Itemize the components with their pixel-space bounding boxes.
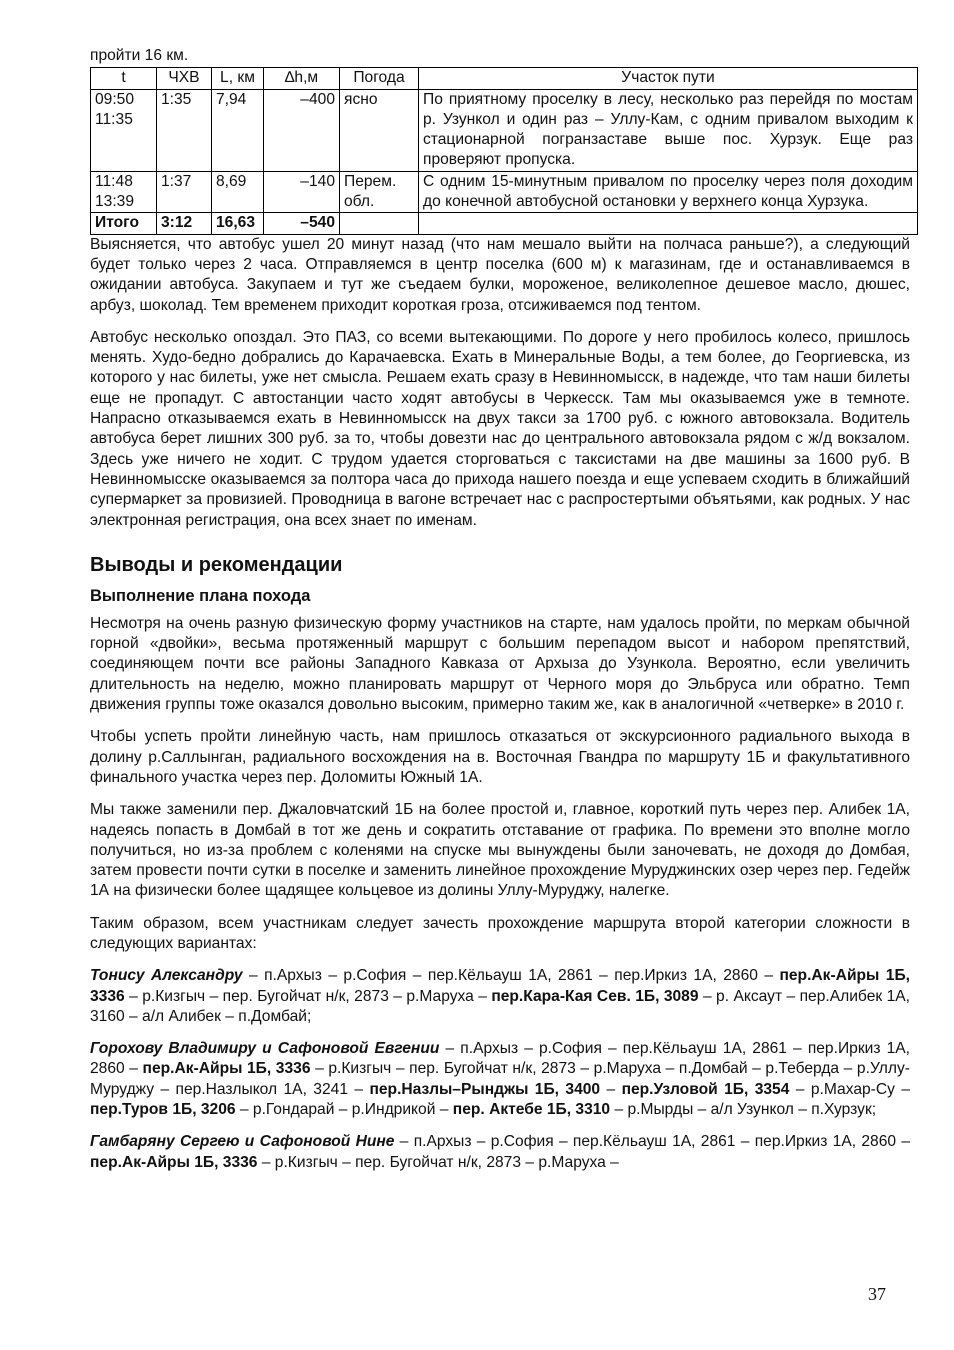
cell-distance: 8,69 bbox=[212, 171, 264, 213]
route-text: п.Архыз – р.София – пер.Кёльауш 1А, 2861 – пер.Иркиз 1А, 2860 – bbox=[90, 1040, 911, 1078]
col-header-chkhv: ЧХВ bbox=[157, 68, 212, 89]
totals-segment-empty bbox=[419, 213, 918, 234]
participant-name: Тонису Александру bbox=[90, 967, 243, 985]
table-row bbox=[91, 171, 918, 213]
route-text: п.Архыз – р.София – пер.Кёльауш 1А, 2861 – пер.Иркиз 1А, 2860 – bbox=[264, 967, 780, 985]
cell-segment: По приятному проселку в лесу, несколько раз перейдя по мостам р. Узункол и один раз – Уллу-Кам, с одним привалом выходим к стационарной погранзаставе выше пос. Хурзук. Еще раз проверяют пропуска. bbox=[419, 89, 918, 171]
route-text: – р.Гондарай – р.Индрикой – bbox=[235, 1101, 453, 1119]
intro-line: пройти 16 км. bbox=[90, 47, 189, 64]
section-title: Выводы и рекомендации bbox=[90, 553, 343, 576]
route-pass-bold: пер.Назлы–Рынджы 1Б, 3400 bbox=[369, 1080, 601, 1098]
table-header-row bbox=[91, 68, 918, 89]
subsection-title: Выполнение плана похода bbox=[90, 586, 311, 605]
paragraph: Несмотря на очень разную физическую форму участников на старте, нам удалось пройти, по меркам обычной горной «двойки», весьма протяженный маршрут с большим перепадом высот и набором препятствий, соединяющем почти все районы Западного Кавказа от Архыза до Узункола. Вероятно, если увеличить длительность на неделю, можно планировать маршрут от Черного моря до Эльбруса или обратно. Темп движения группы тоже оказался довольно высоким, примерно таким же, как в аналогичной «четверке» в 2010 г. bbox=[90, 614, 910, 714]
document-page bbox=[90, 46, 913, 1173]
route-text: – р.Кизгыч – пер. Бугойчат н/к, 2873 – р.Маруха – bbox=[124, 987, 492, 1005]
paragraph: Таким образом, всем участникам следует зачесть прохождение маршрута второй категории сложности в следующих вариантах: bbox=[90, 914, 910, 952]
col-header-time: t bbox=[91, 68, 157, 89]
route-pass-bold: пер.Туров 1Б, 3206 bbox=[90, 1101, 236, 1119]
route-variant: Гамбаряну Сергею и Сафоновой Нине – п.Архыз – р.София – пер.Кёльауш 1А, 2861 – пер.Иркиз 1А, 2860 – пер.Ак-Айры 1Б, 3336 – р.Кизгыч – пер. Бугойчат н/к, 2873 – р.Маруха – bbox=[90, 1133, 910, 1171]
paragraph: Автобус несколько опоздал. Это ПАЗ, со всеми вытекающими. По дороге у него пробилось колесо, пришлось менять. Худо-бедно добрались до Карачаевска. Ехать в Минеральные Воды, а тем более, до Георгиевска, из которого у нас билеты, уже нет смысла. Решаем ехать сразу в Невинномысск, в надежде, что там наши билеты еще не пропадут. С автостанции часто ходят автобусы в Черкесск. Там мы оказываемся уже в темноте. Напрасно отказываемся ехать в Невинномысск на двух такси за 1700 руб. с южного автовокзала. Водитель автобуса берет лишних 300 руб. за то, чтобы довезти нас до центрального автовокзала рядом с ж/д вокзалом. Здесь уже ничего не ходит. С трудом удается сторговаться с таксистами на две машины за 1600 руб. В Невинномысске оказываемся за полтора часа до прихода нашего поезда и еще успеваем сходить в ближайший супермаркет за провизией. Проводница в вагоне встречает нас с распростертыми объятьями, как родных. У нас электронная регистрация, она всех знает по именам. bbox=[90, 328, 910, 529]
route-text: – р.Махар-Су – bbox=[789, 1080, 910, 1098]
col-header-weather: Погода bbox=[340, 68, 419, 89]
totals-distance: 16,63 bbox=[212, 213, 264, 234]
route-pass-bold: пер.Кара-Кая Сев. 1Б, 3089 bbox=[491, 987, 699, 1005]
cell-chkhv: 1:37 bbox=[157, 171, 212, 213]
cell-chkhv: 1:35 bbox=[157, 89, 212, 171]
route-text: п.Архыз – р.София – пер.Кёльауш 1А, 2861 – пер.Иркиз 1А, 2860 – bbox=[413, 1133, 910, 1151]
cell-distance: 7,94 bbox=[212, 89, 264, 171]
route-text: – р.Мырды – а/л Узункол – п.Хурзук; bbox=[610, 1101, 877, 1119]
table-totals-row bbox=[91, 213, 918, 234]
route-text: – р. Аксаут – пер.Алибек 1А, 3160 – а/л Алибек – п.Домбай; bbox=[90, 987, 911, 1025]
cell-weather: ясно bbox=[340, 89, 419, 171]
cell-segment: С одним 15-минутным привалом по проселку через поля доходим до конечной автобусной остановки у верхнего конца Хурзука. bbox=[419, 171, 918, 213]
route-pass-bold: пер. Актебе 1Б, 3310 bbox=[452, 1101, 611, 1119]
route-pass-bold: пер.Ак-Айры 1Б, 3336 bbox=[142, 1060, 311, 1078]
route-pass-bold: пер.Ак-Айры 1Б, 3336 bbox=[90, 967, 911, 1005]
totals-label: Итого bbox=[91, 213, 157, 234]
col-header-elevation: ∆h,м bbox=[264, 68, 340, 89]
paragraph: Чтобы успеть пройти линейную часть, нам пришлось отказаться от экскурсионного радиального выхода в долину р.Саллынган, радиального восхождения на в. Восточная Гвандра по маршруту 1Б и факультативного финального участка через пер. Доломиты Южный 1А. bbox=[90, 728, 910, 786]
totals-elevation: –540 bbox=[264, 213, 340, 234]
route-variant: Горохову Владимиру и Сафоновой Евгении – п.Архыз – р.София – пер.Кёльауш 1А, 2861 – пер.Иркиз 1А, 2860 – пер.Ак-Айры 1Б, 3336 – р.Кизгыч – пер. Бугойчат н/к, 2873 – р.Маруха – п.Домбай – р.Теберда – р.Уллу-Муруджу – пер.Назлыкол 1А, 3241 – пер.Назлы–Рынджы 1Б, 3400 – пер.Узловой 1Б, 3354 – р.Махар-Су – пер.Туров 1Б, 3206 – р.Гондарай – р.Индрикой – пер. Актебе 1Б, 3310 – р.Мырды – а/л Узункол – п.Хурзук; bbox=[90, 1040, 911, 1119]
participant-name: Горохову Владимиру и Сафоновой Евгении bbox=[90, 1040, 440, 1058]
totals-chkhv: 3:12 bbox=[157, 213, 212, 234]
route-text: – р.Кизгыч – пер. Бугойчат н/к, 2873 – р.Маруха – bbox=[257, 1153, 619, 1171]
route-text: – р.Кизгыч – пер. Бугойчат н/к, 2873 – р.Маруха – п.Домбай – р.Теберда – р.Уллу-Муруджу – пер.Назлыкол 1А, 3241 – bbox=[90, 1060, 910, 1098]
paragraph: Мы также заменили пер. Джаловчатский 1Б на более простой и, главное, короткий путь через пер. Алибек 1А, надеясь попасть в Домбай в тот же день и сократить отставание от графика. По времени это вполне могло получиться, но из-за проблем с коленями на спуске мы вынуждены были заночевать, не доходя до Домбая, затем провести почти сутки в поселке и заменить линейное прохождение Муруджинских озер через пер. Гедейж 1А на физически более щадящее кольцевое из долины Уллу-Муруджу, налегке. bbox=[90, 801, 910, 900]
col-header-segment: Участок пути bbox=[419, 68, 918, 89]
table-row bbox=[91, 89, 918, 171]
route-pass-bold: пер.Ак-Айры 1Б, 3336 bbox=[90, 1153, 258, 1171]
route-text: – bbox=[600, 1080, 622, 1098]
cell-time: 09:50 11:35 bbox=[91, 89, 157, 171]
col-header-distance: L, км bbox=[212, 68, 264, 89]
cell-time: 11:48 13:39 bbox=[91, 171, 157, 213]
participant-name: Гамбаряну Сергею и Сафоновой Нине bbox=[90, 1133, 395, 1151]
route-table bbox=[90, 67, 918, 234]
route-variant: Тонису Александру – п.Архыз – р.София – пер.Кёльауш 1А, 2861 – пер.Иркиз 1А, 2860 – пер.Ак-Айры 1Б, 3336 – р.Кизгыч – пер. Бугойчат н/к, 2873 – р.Маруха – пер.Кара-Кая Сев. 1Б, 3089 – р. Аксаут – пер.Алибек 1А, 3160 – а/л Алибек – п.Домбай; bbox=[90, 967, 911, 1025]
cell-elevation: –140 bbox=[264, 171, 340, 213]
cell-elevation: –400 bbox=[264, 89, 340, 171]
totals-weather-empty bbox=[340, 213, 419, 234]
cell-weather: Перем. обл. bbox=[340, 171, 419, 213]
paragraph: Выясняется, что автобус ушел 20 минут назад (что нам мешало выйти на полчаса раньше?), а следующий будет только через 2 часа. Отправляемся в центр поселка (600 м) к магазинам, где и останавливаемся в ожидании автобуса. Закупаем и тут же съедаем булки, мороженое, великолепное дешевое масло, дюшес, арбуз, шоколад. Тем временем приходит короткая гроза, отсиживаемся под тентом. bbox=[90, 235, 910, 314]
route-pass-bold: пер.Узловой 1Б, 3354 bbox=[621, 1080, 790, 1098]
page-number: 37 bbox=[868, 1284, 886, 1304]
